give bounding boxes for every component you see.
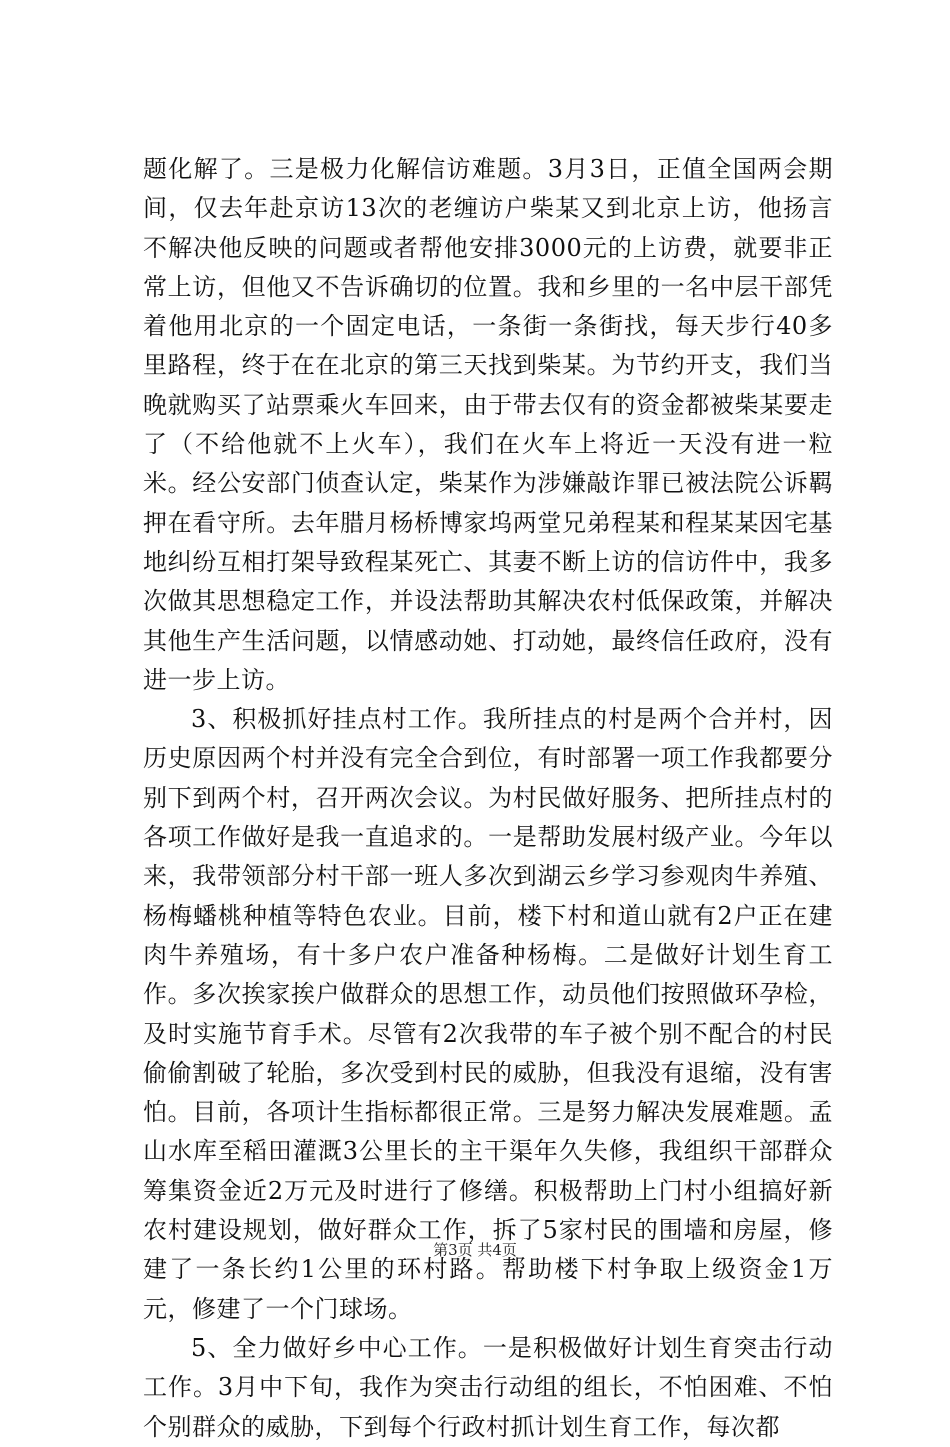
paragraph-central-work: 5、全力做好乡中心工作。一是积极做好计划生育突击行动工作。3月中下旬，我作为突击行动组的组长，不怕困难、不怕个别群众的威胁，下到每个行政村抓计划生育工作，每次都 (143, 1333, 833, 1441)
paragraph-petition-work: 题化解了。三是极力化解信访难题。3月3日，正值全国两会期间，仅去年赴京访13次的老缠访户柴某又到北京上访，他扬言不解决他反映的问题或者帮他安排3000元的上访费，就要非正常上访，但他又不告诉确切的位置。我和乡里的一名中层干部凭着他用北京的一个固定电话，一条街一条街找，每天步行40多里路程，终于在在北京的第三天找到柴某。为节约开支，我们当晚就购买了站票乘火车回来，由于带去仅有的资金都被柴某要走了（不给他就不上火车），我们在火车上将近一天没有进一粒米。经公安部门侦查认定，柴某作为涉嫌敲诈罪已被法院公诉羁押在看守所。去年腊月杨桥博家坞两堂兄弟程某和程某某因宅基地纠纷互相打架导致程某死亡、其妻不断上访的信访件中，我多次做其思想稳定工作，并设法帮助其解决农村低保政策，并解决其他生产生活问题，以情感动她、打动她，最终信任政府，没有进一步上访。 (143, 155, 833, 694)
page-footer (0, 1240, 950, 1260)
page-number-label: 第3页 共4页 (433, 1241, 517, 1259)
paragraph-village-work: 3、积极抓好挂点村工作。我所挂点的村是两个合并村，因历史原因两个村并没有完全合到位，有时部署一项工作我都要分别下到两个村，召开两次会议。为村民做好服务、把所挂点村的各项工作做好是我一直追求的。一是帮助发展村级产业。今年以来，我带领部分村干部一班人多次到湖云乡学习参观肉牛养殖、杨梅蟠桃种植等特色农业。目前，楼下村和道山就有2户正在建肉牛养殖场，有十多户农户准备种杨梅。二是做好计划生育工作。多次挨家挨户做群众的思想工作，动员他们按照做环孕检，及时实施节育手术。尽管有2次我带的车子被个别不配合的村民偷偷割破了轮胎，多次受到村民的威胁，但我没有退缩，没有害怕。目前，各项计生指标都很正常。三是努力解决发展难题。孟山水库至稻田灌溉3公里长的主干渠年久失修，我组织干部群众筹集资金近2万元及时进行了修缮。积极帮助上门村小组搞好新农村建设规划，做好群众工作，拆了5家村民的围墙和房屋，修建了一条长约1公里的环村路。帮助楼下村争取上级资金1万元，修建了一个门球场。 (143, 705, 833, 1323)
